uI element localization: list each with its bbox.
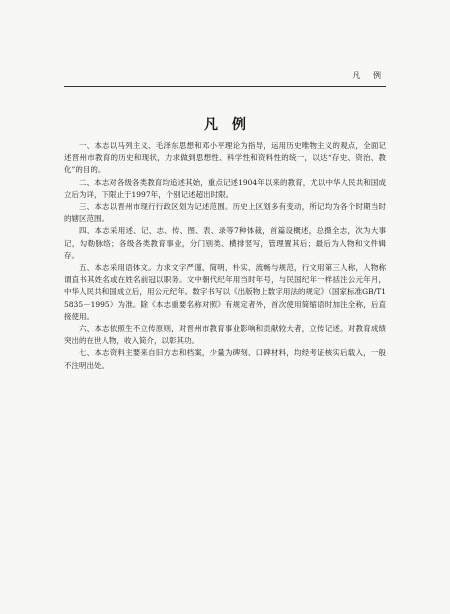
running-header: 凡 例	[352, 71, 386, 80]
paragraph-4: 四、本志采用述、记、志、传、图、表、录等7种体裁，首篇设概述，总摄全志，次为大事记，勾勒脉络；各级各类教育事业，分门别类、横排竖写，管理置其后；最后为人物和文件辑存。	[64, 226, 386, 260]
paragraph-6: 六、本志依照生不立传原则，对晋州市教育事业影响和贡献较大者，立传记述。对教育成绩突出的在世人物，收入简介，以彰其功。	[64, 324, 386, 346]
header-rule	[64, 86, 386, 87]
body-text	[64, 140, 386, 372]
page-title: 凡例	[204, 117, 260, 133]
paragraph-2: 二、本志对各级各类教育均追述其始，重点记述1904年以来的教育，尤以中华人民共和国成立后为详，下限止于1997年，个别记述超出时限。	[64, 177, 386, 199]
paragraph-1: 一、本志以马列主义、毛泽东思想和邓小平理论为指导，运用历史唯物主义的观点，全面记述晋州市教育的历史和现状，力求做到思想性、科学性和资料性的统一，以达“存史、资治、教化”的目的。	[64, 141, 386, 175]
paragraph-5: 五、本志采用语体文。力求文字严谨、简明、朴实、流畅与规范，行文用第三人称，人物称谓直书其姓名或在姓名前冠以职务。文中朝代纪年用当时年号，与民国纪年一样括注公元年月，中华人民共和国成立后，用公元纪年。数字书写以《出版物上数字用法的规定》（国家标准GB/T15835－1995）为准。除《本志重要名称对照》有规定者外，首次使用简缩语时加注全称，后直接使用。	[64, 263, 386, 321]
paragraph-7: 七、本志资料主要来自旧方志和档案，少量为碑刻、口碑材料，均经考证核实后载入，一般不注明出处。	[64, 348, 386, 370]
paragraph-3: 三、本志以晋州市现行行政区划为记述范围。历史上区划多有变动，所记均为各个时期当时的辖区范围。	[64, 202, 386, 224]
